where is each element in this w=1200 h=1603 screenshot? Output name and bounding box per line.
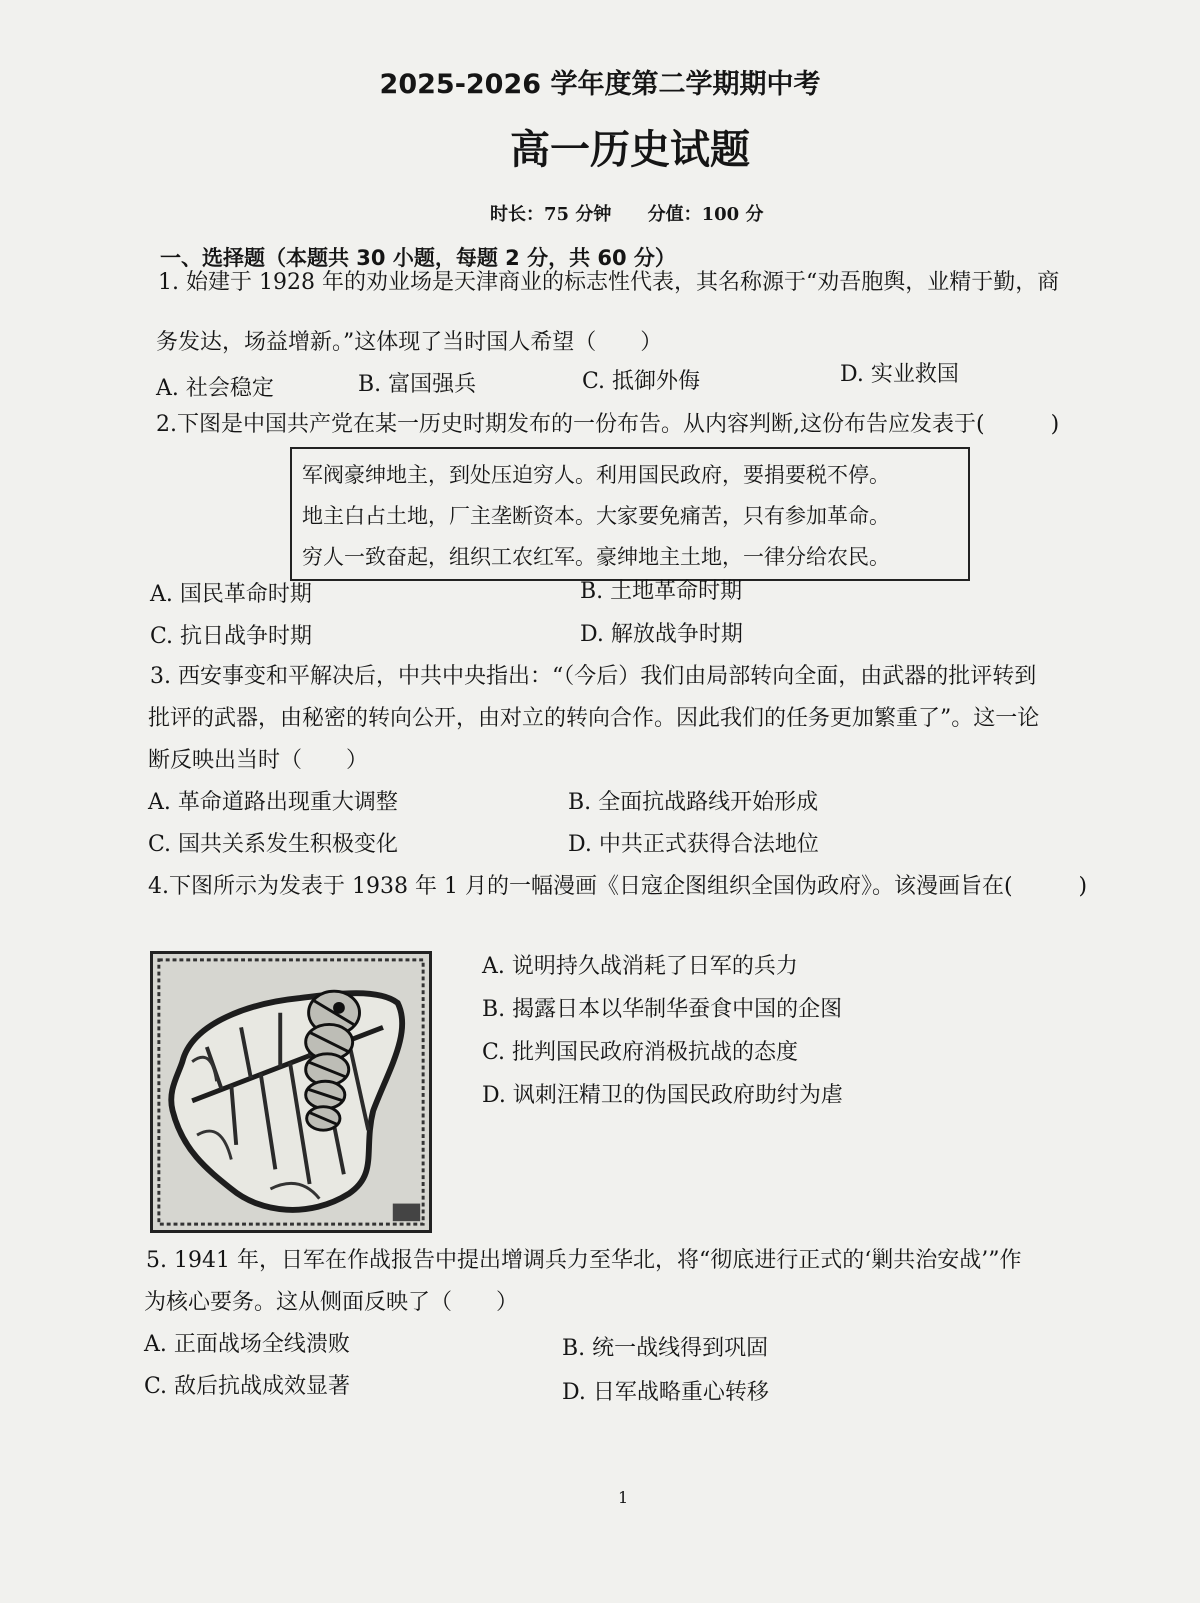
q2-stem-line: 2.下图是中国共产党在某一历史时期发布的一份布告。从内容判断,这份布告应发表于( ) bbox=[156, 412, 1060, 437]
q5-option-c: C. 敌后抗战成效显著 bbox=[144, 1374, 351, 1399]
q5-option-a: A. 正面战场全线溃败 bbox=[144, 1332, 350, 1357]
score: 分值：100 分 bbox=[647, 204, 764, 225]
q3-option-a: A. 革命道路出现重大调整 bbox=[148, 790, 398, 815]
q3-option-b: B. 全面抗战路线开始形成 bbox=[568, 790, 819, 815]
page-number: 1 bbox=[618, 1488, 629, 1507]
subject-title: 高一历史试题 bbox=[510, 127, 750, 173]
q2-option-d: D. 解放战争时期 bbox=[580, 622, 743, 647]
q4-option-c: C. 批判国民政府消极抗战的态度 bbox=[482, 1040, 799, 1065]
cartoon-image bbox=[150, 951, 432, 1233]
exam-meta bbox=[490, 200, 763, 226]
q1-option-b: B. 富国强兵 bbox=[358, 372, 477, 397]
q4-option-b: B. 揭露日本以华制华蚕食中国的企图 bbox=[482, 997, 843, 1022]
q5-option-b: B. 统一战线得到巩固 bbox=[562, 1336, 769, 1361]
duration: 时长：75 分钟 bbox=[490, 204, 612, 225]
notice-line: 军阀豪绅地主，到处压迫穷人。利用国民政府，要捐要税不停。 bbox=[302, 463, 890, 487]
notice-line: 穷人一致奋起，组织工农红军。豪绅地主土地，一律分给农民。 bbox=[302, 545, 890, 569]
q3-option-c: C. 国共关系发生积极变化 bbox=[148, 832, 399, 857]
q3-option-d: D. 中共正式获得合法地位 bbox=[568, 832, 819, 857]
q2-option-b: B. 土地革命时期 bbox=[580, 579, 743, 604]
q3-stem-line: 断反映出当时（ ） bbox=[148, 748, 369, 773]
q5-stem-line: 5. 1941 年，日军在作战报告中提出增调兵力至华北，将“彻底进行正式的‘剿共治安战’”作 bbox=[146, 1248, 1022, 1273]
q1-stem-line: 务发达，场益增新。”这体现了当时国人希望（ ） bbox=[156, 330, 663, 355]
q4-stem-line: 4.下图所示为发表于 1938 年 1 月的一幅漫画《日寇企图组织全国伪政府》。该漫画旨在( ) bbox=[148, 874, 1088, 899]
q1-option-c: C. 抵御外侮 bbox=[582, 369, 701, 394]
q4-option-d: D. 讽刺汪精卫的伪国民政府助纣为虐 bbox=[482, 1083, 843, 1108]
notice-box bbox=[290, 447, 970, 581]
q5-option-d: D. 日军战略重心转移 bbox=[562, 1380, 769, 1405]
q2-option-c: C. 抗日战争时期 bbox=[150, 624, 313, 649]
exam-title: 2025-2026 学年度第二学期期中考 bbox=[379, 69, 821, 100]
q1-option-a: A. 社会稳定 bbox=[156, 376, 274, 401]
section-title: 一、选择题（本题共 30 小题，每题 2 分，共 60 分） bbox=[160, 246, 676, 270]
q1-stem-line: 1. 始建于 1928 年的劝业场是天津商业的标志性代表，其名称源于“劝吾胞舆，业精于勤，商 bbox=[158, 270, 1060, 295]
q5-stem-line: 为核心要务。这从侧面反映了（ ） bbox=[144, 1290, 519, 1315]
q2-option-a: A. 国民革命时期 bbox=[150, 582, 312, 607]
q1-option-d: D. 实业救国 bbox=[840, 362, 959, 387]
q3-stem-line: 3. 西安事变和平解决后，中共中央指出：“（今后）我们由局部转向全面，由武器的批评转到 bbox=[150, 664, 1037, 689]
cartoon-leaf-silkworm-drawing bbox=[153, 954, 429, 1230]
notice-line: 地主白占土地，厂主垄断资本。大家要免痛苦，只有参加革命。 bbox=[302, 504, 890, 528]
q4-option-a: A. 说明持久战消耗了日军的兵力 bbox=[482, 954, 798, 979]
q3-stem-line: 批评的武器，由秘密的转向公开，由对立的转向合作。因此我们的任务更加繁重了”。这一论 bbox=[148, 706, 1040, 731]
